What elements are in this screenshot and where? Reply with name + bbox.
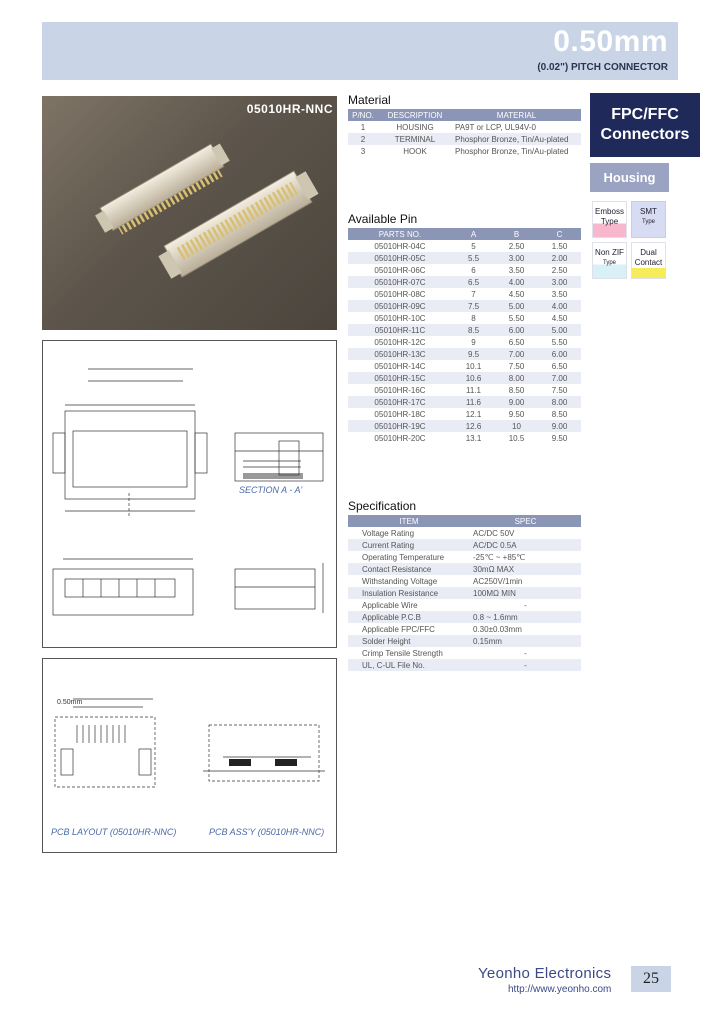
table-cell: 8.50	[495, 384, 538, 396]
table-row	[348, 563, 581, 575]
pin-col-a: A	[452, 228, 495, 240]
table-row	[348, 539, 581, 551]
table-cell: 3	[348, 145, 378, 157]
specification-heading: Specification	[348, 499, 417, 513]
table-cell: 2	[348, 133, 378, 145]
table-cell: 05010HR-18C	[348, 408, 452, 420]
table-row	[348, 611, 581, 623]
table-cell: 3.50	[495, 264, 538, 276]
spec-col-spec: SPEC	[470, 515, 581, 527]
material-col-pno: P/NO.	[348, 109, 378, 121]
tag-dual-contact[interactable]	[631, 242, 666, 279]
table-cell: 5.00	[538, 324, 581, 336]
table-cell: 5.50	[538, 336, 581, 348]
table-cell: 6.5	[452, 276, 495, 288]
table-row	[348, 659, 581, 671]
table-cell: 4.50	[495, 288, 538, 300]
table-cell: 4.00	[495, 276, 538, 288]
table-cell: HOOK	[378, 145, 452, 157]
table-cell: 05010HR-17C	[348, 396, 452, 408]
table-cell: 11.1	[452, 384, 495, 396]
pin-header-row	[348, 228, 581, 240]
table-row	[348, 432, 581, 444]
table-cell: Insulation Resistance	[348, 587, 470, 599]
table-cell: 05010HR-16C	[348, 384, 452, 396]
table-row	[348, 587, 581, 599]
table-cell: PA9T or LCP, UL94V-0	[452, 121, 581, 133]
table-cell: 7.5	[452, 300, 495, 312]
table-cell: 10.5	[495, 432, 538, 444]
table-cell: Solder Height	[348, 635, 470, 647]
table-row	[348, 408, 581, 420]
table-row	[348, 312, 581, 324]
table-cell: 12.1	[452, 408, 495, 420]
category-fpc-ffc-connectors[interactable]	[590, 93, 700, 157]
table-cell: Applicable P.C.B	[348, 611, 470, 623]
table-row	[348, 623, 581, 635]
table-cell: 05010HR-08C	[348, 288, 452, 300]
table-cell: 05010HR-11C	[348, 324, 452, 336]
page-subtitle: (0.02") PITCH CONNECTOR	[537, 62, 668, 73]
table-row	[348, 527, 581, 539]
table-cell: Crimp Tensile Strength	[348, 647, 470, 659]
table-cell: 05010HR-15C	[348, 372, 452, 384]
table-cell: 9.00	[495, 396, 538, 408]
tag-label: Emboss	[595, 207, 624, 216]
section-tab-housing[interactable]: Housing	[590, 163, 669, 192]
table-cell: 9.50	[538, 432, 581, 444]
tag-label: SMT	[640, 207, 657, 216]
spec-header-row	[348, 515, 581, 527]
table-cell: AC250V/1min	[470, 575, 581, 587]
table-row	[348, 324, 581, 336]
section-caption: SECTION A - A'	[239, 485, 303, 495]
tag-non-zif-type[interactable]	[592, 242, 627, 279]
table-cell: 0.15mm	[470, 635, 581, 647]
table-cell: 05010HR-19C	[348, 420, 452, 432]
table-row	[348, 264, 581, 276]
category-line-2: Connectors	[600, 126, 690, 143]
material-heading: Material	[348, 93, 391, 107]
table-row	[348, 599, 581, 611]
table-cell: 8	[452, 312, 495, 324]
table-cell: 8.00	[538, 396, 581, 408]
tag-smt-type[interactable]	[631, 201, 666, 238]
table-cell: 6.00	[538, 348, 581, 360]
table-cell: 9.5	[452, 348, 495, 360]
table-cell: 3.00	[538, 276, 581, 288]
page-number: 25	[631, 966, 671, 992]
pcb-layout-drawing	[43, 659, 336, 852]
table-cell: -	[470, 647, 581, 659]
table-cell: 2.50	[538, 264, 581, 276]
table-row	[348, 145, 581, 157]
pin-col-c: C	[538, 228, 581, 240]
header-band	[42, 22, 678, 80]
table-cell: 1	[348, 121, 378, 133]
category-line-1: FPC/FFC	[611, 106, 679, 123]
table-row	[348, 348, 581, 360]
table-row	[348, 635, 581, 647]
table-cell: 05010HR-12C	[348, 336, 452, 348]
table-cell: 05010HR-04C	[348, 240, 452, 252]
table-cell: 13.1	[452, 432, 495, 444]
table-cell: 5	[452, 240, 495, 252]
pin-col-b: B	[495, 228, 538, 240]
table-row	[348, 384, 581, 396]
table-cell: 6.50	[538, 360, 581, 372]
table-row	[348, 360, 581, 372]
table-cell: 30mΩ MAX	[470, 563, 581, 575]
table-cell: 8.5	[452, 324, 495, 336]
tag-emboss-type[interactable]	[592, 201, 627, 238]
table-cell: 2.50	[495, 240, 538, 252]
table-cell: AC/DC 0.5A	[470, 539, 581, 551]
table-cell: 3.00	[495, 252, 538, 264]
table-cell: Voltage Rating	[348, 527, 470, 539]
product-photo	[42, 96, 337, 330]
table-cell: Contact Resistance	[348, 563, 470, 575]
table-row	[348, 300, 581, 312]
table-cell: 7.00	[538, 372, 581, 384]
table-cell: Applicable FPC/FFC	[348, 623, 470, 635]
table-row	[348, 276, 581, 288]
pcb-layout-panel	[42, 658, 337, 853]
table-cell: 5.50	[495, 312, 538, 324]
material-col-material: MATERIAL	[452, 109, 581, 121]
table-cell: -	[470, 659, 581, 671]
table-cell: 10	[495, 420, 538, 432]
table-cell: 8.50	[538, 408, 581, 420]
table-cell: 5.00	[495, 300, 538, 312]
available-pin-heading: Available Pin	[348, 212, 418, 226]
tag-label: Contact	[634, 258, 663, 267]
table-cell: 05010HR-06C	[348, 264, 452, 276]
table-cell: Phosphor Bronze, Tin/Au-plated	[452, 133, 581, 145]
table-cell: 7	[452, 288, 495, 300]
table-row	[348, 420, 581, 432]
pitch-dimension-label: 0.50mm	[57, 699, 83, 706]
table-row	[348, 551, 581, 563]
table-cell: AC/DC 50V	[470, 527, 581, 539]
table-cell: TERMINAL	[378, 133, 452, 145]
table-cell: 8.00	[495, 372, 538, 384]
table-cell: 6	[452, 264, 495, 276]
connector-photo-illustration	[42, 96, 337, 330]
table-cell: 10.1	[452, 360, 495, 372]
table-cell: 9.50	[495, 408, 538, 420]
table-cell: 5.5	[452, 252, 495, 264]
dimension-drawing-panel	[42, 340, 337, 648]
tag-label: Type	[641, 219, 655, 225]
table-cell: HOUSING	[378, 121, 452, 133]
material-header-row	[348, 109, 581, 121]
table-row	[348, 133, 581, 145]
table-cell: 10.6	[452, 372, 495, 384]
table-cell: 05010HR-13C	[348, 348, 452, 360]
table-cell: 6.50	[495, 336, 538, 348]
company-url-link[interactable]: http://www.yeonho.com	[508, 984, 612, 995]
table-cell: 05010HR-20C	[348, 432, 452, 444]
pcb-assy-caption: PCB ASS'Y (05010HR-NNC)	[209, 827, 325, 837]
table-cell: 05010HR-09C	[348, 300, 452, 312]
tag-label: Type	[600, 217, 619, 226]
table-cell: 05010HR-10C	[348, 312, 452, 324]
company-name: Yeonho Electronics	[478, 965, 612, 982]
page-title: 0.50mm	[553, 25, 668, 58]
table-cell: 7.50	[538, 384, 581, 396]
spec-col-item: ITEM	[348, 515, 470, 527]
available-pin-table	[348, 228, 581, 444]
table-cell: 1.50	[538, 240, 581, 252]
specification-table	[348, 515, 581, 671]
table-cell: 7.00	[495, 348, 538, 360]
table-cell: Phosphor Bronze, Tin/Au-plated	[452, 145, 581, 157]
table-cell: 05010HR-14C	[348, 360, 452, 372]
table-row	[348, 288, 581, 300]
table-cell: 3.50	[538, 288, 581, 300]
table-cell: 11.6	[452, 396, 495, 408]
tag-label: Dual	[640, 248, 657, 257]
table-row	[348, 372, 581, 384]
table-cell: UL, C-UL File No.	[348, 659, 470, 671]
table-cell: 0.30±0.03mm	[470, 623, 581, 635]
table-cell: Current Rating	[348, 539, 470, 551]
table-cell: 0.8 ~ 1.6mm	[470, 611, 581, 623]
table-row	[348, 575, 581, 587]
photo-part-label: 05010HR-NNC	[246, 102, 333, 116]
pcb-layout-caption: PCB LAYOUT (05010HR-NNC)	[51, 827, 177, 837]
table-cell: 7.50	[495, 360, 538, 372]
material-table	[348, 109, 581, 157]
table-cell: Operating Temperature	[348, 551, 470, 563]
table-row	[348, 240, 581, 252]
table-cell: 6.00	[495, 324, 538, 336]
table-cell: -	[470, 599, 581, 611]
tag-label: Non ZIF	[595, 248, 624, 257]
table-row	[348, 121, 581, 133]
table-cell: Applicable Wire	[348, 599, 470, 611]
table-cell: 9.00	[538, 420, 581, 432]
table-cell: 4.00	[538, 300, 581, 312]
table-cell: 12.6	[452, 420, 495, 432]
table-cell: 05010HR-05C	[348, 252, 452, 264]
table-row	[348, 647, 581, 659]
table-cell: 9	[452, 336, 495, 348]
table-row	[348, 252, 581, 264]
table-cell: Withstanding Voltage	[348, 575, 470, 587]
tag-label: Type	[602, 260, 616, 266]
table-cell: 100MΩ MIN	[470, 587, 581, 599]
table-cell: 2.00	[538, 252, 581, 264]
table-row	[348, 336, 581, 348]
table-cell: 05010HR-07C	[348, 276, 452, 288]
table-cell: 4.50	[538, 312, 581, 324]
table-row	[348, 396, 581, 408]
pin-col-parts-no: PARTS NO.	[348, 228, 452, 240]
material-col-description: DESCRIPTION	[378, 109, 452, 121]
table-cell: -25℃ ~ +85℃	[470, 551, 581, 563]
